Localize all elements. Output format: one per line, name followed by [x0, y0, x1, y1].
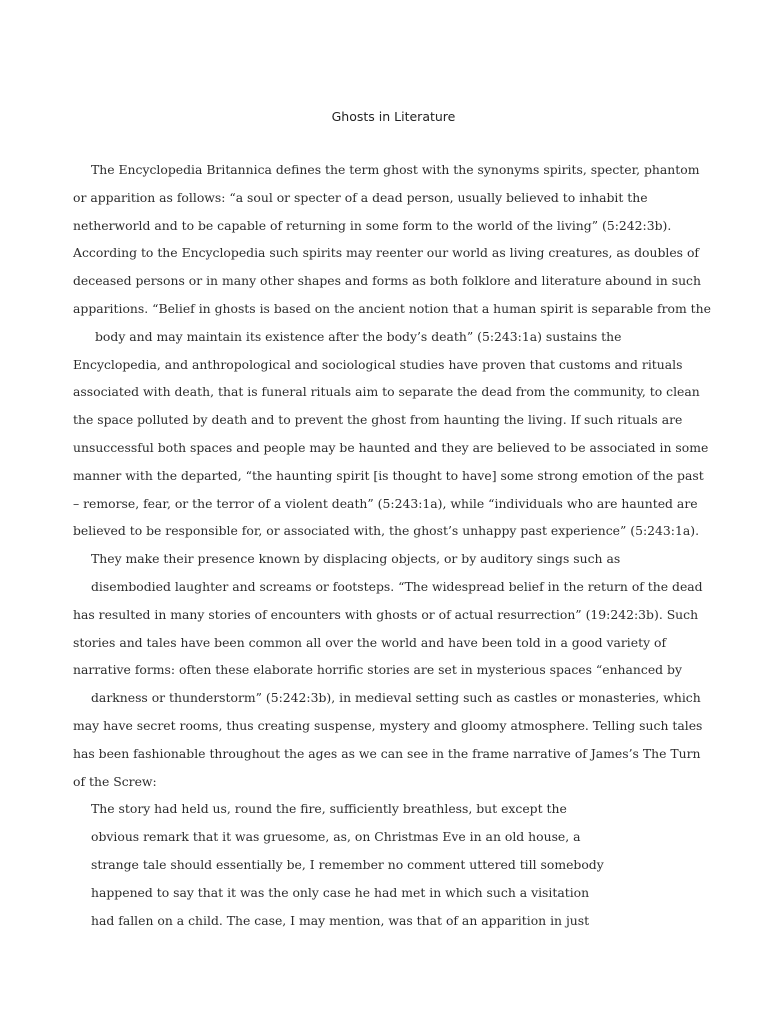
- text-line: strange tale should essentially be, I remember no comment uttered till somebody: [91, 857, 604, 872]
- text-line: Encyclopedia, and anthropological and sociological studies have proven that customs and rituals: [73, 356, 683, 372]
- text-line: believed to be responsible for, or associated with, the ghost’s unhappy past experience” (5:243:1a).: [73, 523, 700, 539]
- text-line: The Encyclopedia Britannica defines the term ghost with the synonyms spirits, specter, phantom: [91, 162, 700, 177]
- text-line: has resulted in many stories of encounters with ghosts or of actual resurrection” (19:242:3b). Such: [73, 606, 699, 622]
- text-line: may have secret rooms, thus creating suspense, mystery and gloomy atmosphere. Telling such tales: [73, 718, 703, 733]
- text-line: They make their presence known by displacing objects, or by auditory sings such as: [91, 551, 621, 567]
- text-line: deceased persons or in many other shapes and forms as both folklore and literature abound in such: [73, 273, 701, 289]
- text-line: narrative forms: often these elaborate horrific stories are set in mysterious spaces “enhanced by: [73, 662, 682, 678]
- text-line: According to the Encyclopedia such spirits may reenter our world as living creatures, as doubles of: [73, 245, 700, 261]
- text-line: – remorse, fear, or the terror of a violent death” (5:243:1a), while “individuals who are haunted are: [73, 495, 698, 511]
- text-line: obvious remark that it was gruesome, as, on Christmas Eve in an old house, a: [91, 829, 581, 845]
- text-line: manner with the departed, “the haunting spirit [is thought to have] some strong emotion of the past: [73, 467, 704, 483]
- text-line: stories and tales have been common all over the world and have been told in a good variety of: [73, 634, 667, 650]
- text-line: apparitions. “Belief in ghosts is based on the ancient notion that a human spirit is separable from the: [73, 301, 711, 316]
- text-line: netherworld and to be capable of returning in some form to the world of the living” (5:242:3b).: [73, 217, 672, 233]
- text-line: The story had held us, round the fire, sufficiently breathless, but except the: [91, 801, 567, 817]
- text-line: unsuccessful both spaces and people may be haunted and they are believed to be associated in some: [73, 440, 709, 455]
- text-line: disembodied laughter and screams or footsteps. “The widespread belief in the return of the dead: [91, 579, 703, 594]
- document-title: Ghosts in Literature: [331, 109, 456, 124]
- text-line: associated with death, that is funeral rituals aim to separate the dead from the community, to clean: [73, 384, 700, 400]
- text-line: darkness or thunderstorm” (5:242:3b), in medieval setting such as castles or monasteries, which: [91, 690, 701, 706]
- text-line: or apparition as follows: “a soul or specter of a dead person, usually believed to inhabit the: [73, 189, 648, 205]
- text-line: body and may maintain its existence after the body’s death” (5:243:1a) sustains the: [95, 328, 622, 344]
- text-line: had fallen on a child. The case, I may mention, was that of an apparition in just: [91, 912, 590, 928]
- text-line: happened to say that it was the only case he had met in which such a visitation: [91, 884, 590, 900]
- text-line: of the Screw:: [73, 773, 157, 789]
- text-line: has been fashionable throughout the ages as we can see in the frame narrative of James’s The Turn: [73, 745, 701, 761]
- text-line: the space polluted by death and to prevent the ghost from haunting the living. If such rituals are: [73, 412, 683, 428]
